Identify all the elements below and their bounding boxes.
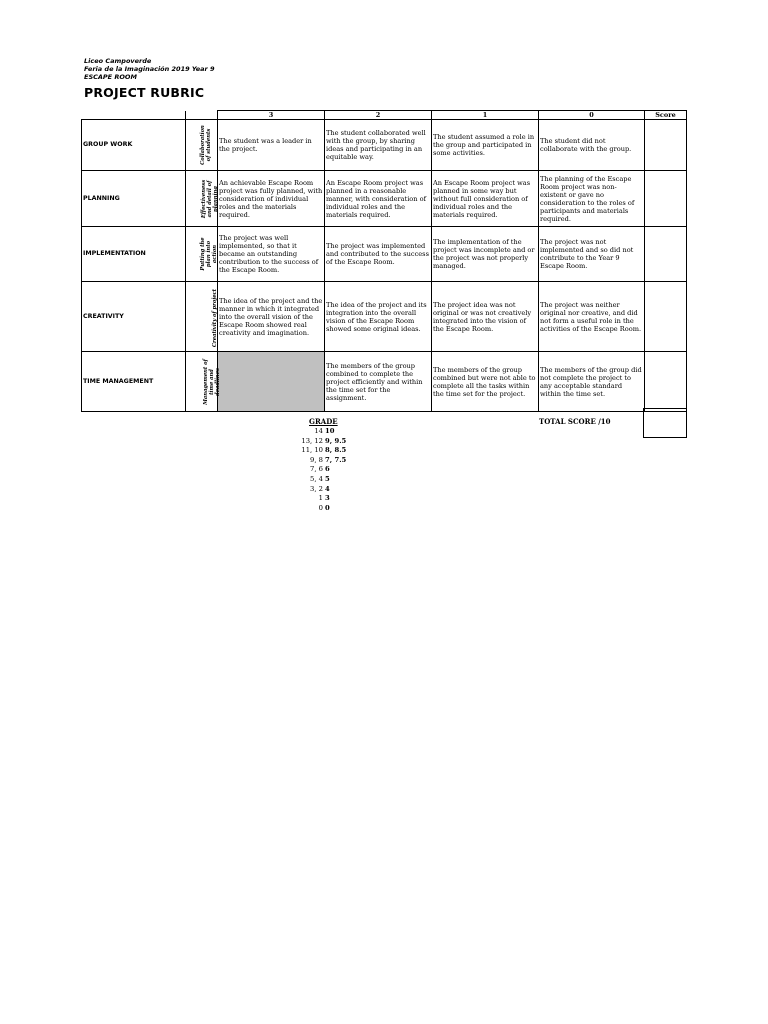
rubric-cell: The idea of the project and the manner in which it integrated into the overall vision of the Escape Room showed real creativity and imagination.	[218, 282, 325, 352]
rubric-cell: The project was not implemented and so did not contribute to the Year 9 Escape Room.	[539, 227, 645, 282]
criterion-label: TIME MANAGEMENT	[82, 352, 186, 412]
header-blank	[186, 111, 218, 120]
table-row	[82, 171, 687, 227]
score-cell[interactable]	[645, 352, 687, 412]
grade-list	[290, 427, 346, 513]
list-item	[290, 485, 346, 495]
criterion-label: PLANNING	[82, 171, 186, 227]
grade-mark: 4	[325, 484, 330, 493]
score-cell[interactable]	[645, 171, 687, 227]
list-item	[290, 437, 346, 447]
rubric-cell: The student assumed a role in the group and participated in some activities.	[432, 120, 539, 171]
list-item	[290, 446, 346, 456]
score-cell[interactable]	[645, 227, 687, 282]
criterion-subtitle: Creativity of project	[186, 282, 218, 352]
event-name: Feria de la Imaginación 2019 Year 9	[84, 65, 215, 73]
list-item	[290, 465, 346, 475]
total-score-label: TOTAL SCORE /10	[539, 417, 611, 426]
grade-points: 13, 12	[301, 436, 323, 445]
rubric-cell: The planning of the Escape Room project was non-existent or gave no consideration to the roles of participants and materials required.	[539, 171, 645, 227]
list-item	[290, 456, 346, 466]
criterion-label: IMPLEMENTATION	[82, 227, 186, 282]
column-header: 1	[432, 111, 539, 120]
grade-points: 3, 2	[310, 484, 323, 493]
rubric-table	[81, 110, 687, 412]
rubric-cell: The project idea was not original or was not creatively integrated into the vision of the Escape Room.	[432, 282, 539, 352]
rubric-cell: An achievable Escape Room project was fully planned, with consideration of individual roles and the materials required.	[218, 171, 325, 227]
criterion-subtitle: Collaboration of students	[186, 120, 218, 171]
column-header: 2	[325, 111, 432, 120]
criterion-subtitle: Putting the plan into action	[186, 227, 218, 282]
page-title: PROJECT RUBRIC	[84, 85, 205, 100]
rubric-cell: An Escape Room project was planned in some way but without full consideration of individual roles and the materials required.	[432, 171, 539, 227]
grade-points: 9, 8	[310, 455, 323, 464]
grade-points: 0	[318, 503, 323, 512]
rubric-cell: The implementation of the project was incomplete and or the project was not properly managed.	[432, 227, 539, 282]
rubric-cell: The members of the group combined but were not able to complete all the tasks within the time set for the project.	[432, 352, 539, 412]
grade-points: 5, 4	[310, 474, 323, 483]
criterion-label: CREATIVITY	[82, 282, 186, 352]
column-header: 0	[539, 111, 645, 120]
grade-points: 7, 6	[310, 465, 323, 474]
criterion-label: GROUP WORK	[82, 120, 186, 171]
criterion-subtitle: Management of time and deadlines	[186, 352, 218, 412]
rubric-cell: The student collaborated well with the group, by sharing ideas and participating in an equitable way.	[325, 120, 432, 171]
column-header: 3	[218, 111, 325, 120]
table-row	[82, 120, 687, 171]
list-item	[290, 475, 346, 485]
list-item	[290, 494, 346, 504]
rubric-cell: The project was neither original nor creative, and did not form a useful role in the activities of the Escape Room.	[539, 282, 645, 352]
grade-mark: 9, 9.5	[325, 436, 347, 445]
rubric-cell: The members of the group did not complete the project to any acceptable standard within the time set.	[539, 352, 645, 412]
grade-mark: 8, 8.5	[325, 446, 347, 455]
grade-points: 14	[314, 427, 323, 435]
rubric-cell: An Escape Room project was planned in a reasonable manner, with consideration of individual roles and the materials required.	[325, 171, 432, 227]
column-header-score: Score	[645, 111, 687, 120]
score-cell[interactable]	[645, 282, 687, 352]
list-item	[290, 504, 346, 514]
rubric-cell: The idea of the project and its integration into the overall vision of the Escape Room showed some original ideas.	[325, 282, 432, 352]
grade-points: 1	[318, 494, 323, 503]
table-row	[82, 352, 687, 412]
criterion-subtitle: Effectiveness and detail of planning	[186, 171, 218, 227]
rubric-cell: The members of the group combined to complete the project efficiently and within the time set for the assignment.	[325, 352, 432, 412]
rubric-cell: The project was well implemented, so that it became an outstanding contribution to the success of the Escape Room.	[218, 227, 325, 282]
table-row	[82, 282, 687, 352]
grade-points: 11, 10	[301, 446, 323, 455]
score-cell[interactable]	[645, 120, 687, 171]
header-blank	[82, 111, 186, 120]
list-item	[290, 427, 346, 437]
table-row	[82, 227, 687, 282]
grade-title: GRADE	[309, 417, 338, 426]
rubric-cell: The student was a leader in the project.	[218, 120, 325, 171]
grade-mark: 0	[325, 503, 330, 512]
grade-mark: 5	[325, 474, 330, 483]
total-score-box[interactable]	[643, 408, 687, 438]
grade-mark: 10	[325, 427, 335, 435]
rubric-cell: The student did not collaborate with the group.	[539, 120, 645, 171]
project-name: ESCAPE ROOM	[84, 73, 137, 81]
grade-mark: 6	[325, 465, 330, 474]
rubric-cell-shaded	[218, 352, 325, 412]
rubric-cell: The project was implemented and contributed to the success of the Escape Room.	[325, 227, 432, 282]
grade-mark: 7, 7.5	[325, 455, 347, 464]
school-name: Liceo Campoverde	[84, 57, 152, 65]
header-row	[82, 111, 687, 120]
grade-mark: 3	[325, 494, 330, 503]
